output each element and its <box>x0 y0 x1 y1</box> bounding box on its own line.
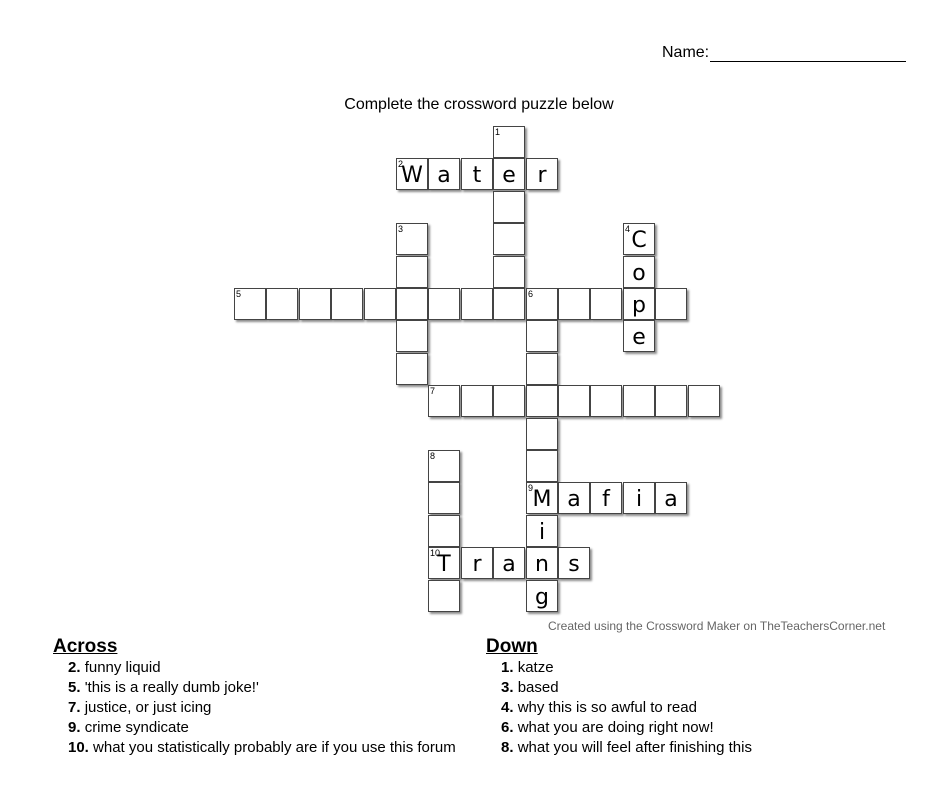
cell-letter: M <box>532 487 552 512</box>
grid-cell[interactable] <box>526 547 558 579</box>
grid-cell[interactable] <box>396 158 428 190</box>
grid-cell[interactable] <box>558 482 590 514</box>
across-clue-list <box>53 658 473 758</box>
across-clue <box>53 658 473 678</box>
grid-cell[interactable] <box>493 547 525 579</box>
grid-cell[interactable] <box>428 450 460 482</box>
cell-letter: e <box>502 163 516 188</box>
cell-number: 1 <box>495 127 501 137</box>
cell-number: 8 <box>430 451 436 461</box>
clue-text: 'this is a really dumb joke!' <box>84 679 259 696</box>
grid-cell[interactable] <box>623 482 655 514</box>
cell-letter: n <box>535 552 549 577</box>
grid-cell[interactable] <box>655 385 687 417</box>
clue-text: based <box>517 679 559 696</box>
down-clue <box>486 658 906 678</box>
clue-text: funny liquid <box>84 659 161 676</box>
grid-cell[interactable] <box>266 288 298 320</box>
grid-cell[interactable] <box>526 288 558 320</box>
grid-cell[interactable] <box>364 288 396 320</box>
cell-letter: t <box>472 163 482 188</box>
grid-cell[interactable] <box>623 256 655 288</box>
grid-cell[interactable] <box>428 158 460 190</box>
grid-cell[interactable] <box>526 353 558 385</box>
grid-cell[interactable] <box>234 288 266 320</box>
cell-number: 9 <box>528 483 534 493</box>
grid-cell[interactable] <box>493 126 525 158</box>
grid-cell[interactable] <box>428 547 460 579</box>
grid-cell[interactable] <box>526 320 558 352</box>
clue-number: 2. <box>68 659 81 676</box>
cell-letter: s <box>568 552 580 577</box>
grid-cell[interactable] <box>428 482 460 514</box>
cell-letter: i <box>635 487 643 512</box>
cell-letter: p <box>632 293 646 318</box>
grid-cell[interactable] <box>655 288 687 320</box>
grid-cell[interactable] <box>526 158 558 190</box>
cell-number: 10 <box>430 548 441 558</box>
grid-cell[interactable] <box>428 515 460 547</box>
clue-number: 4. <box>501 699 514 716</box>
clue-text: what you statistically probably are if you use this forum <box>93 739 456 756</box>
grid-cell[interactable] <box>590 385 622 417</box>
grid-cell[interactable] <box>396 223 428 255</box>
grid-cell[interactable] <box>493 223 525 255</box>
across-clue <box>53 698 473 718</box>
cell-letter: r <box>472 552 482 577</box>
grid-cell[interactable] <box>461 547 493 579</box>
grid-cell[interactable] <box>526 515 558 547</box>
clue-number: 3. <box>501 679 514 696</box>
down-clue <box>486 698 906 718</box>
grid-cell[interactable] <box>526 418 558 450</box>
grid-cell[interactable] <box>688 385 720 417</box>
credit-line: Created using the Crossword Maker on TheTeachersCorner.net <box>548 619 886 633</box>
across-clue <box>53 738 473 758</box>
grid-cell[interactable] <box>396 320 428 352</box>
cell-number: 4 <box>625 224 631 234</box>
grid-cell[interactable] <box>590 482 622 514</box>
instructions: Complete the crossword puzzle below <box>344 96 614 113</box>
clue-text: katze <box>517 659 554 676</box>
across-heading: Across <box>53 636 118 657</box>
grid-cell[interactable] <box>331 288 363 320</box>
cell-letter: e <box>632 325 646 350</box>
grid-cell[interactable] <box>493 385 525 417</box>
grid-cell[interactable] <box>493 288 525 320</box>
grid-cell[interactable] <box>461 158 493 190</box>
grid-cell[interactable] <box>493 256 525 288</box>
clue-number: 9. <box>68 719 81 736</box>
grid-cell[interactable] <box>428 580 460 612</box>
grid-cell[interactable] <box>493 158 525 190</box>
grid-cell[interactable] <box>461 288 493 320</box>
grid-cell[interactable] <box>590 288 622 320</box>
cell-number: 2 <box>398 159 404 169</box>
cell-number: 7 <box>430 386 436 396</box>
across-clue <box>53 718 473 738</box>
clue-text: crime syndicate <box>84 719 189 736</box>
grid-cell[interactable] <box>558 547 590 579</box>
grid-cell[interactable] <box>623 320 655 352</box>
clue-number: 8. <box>501 739 514 756</box>
down-heading: Down <box>486 636 538 657</box>
across-clues <box>53 636 473 758</box>
grid-cell[interactable] <box>461 385 493 417</box>
cell-number: 6 <box>528 289 534 299</box>
grid-cell[interactable] <box>623 288 655 320</box>
down-clues <box>486 636 906 758</box>
cell-letter: a <box>502 552 516 577</box>
grid-cell[interactable] <box>623 223 655 255</box>
down-clue <box>486 678 906 698</box>
down-clue-list <box>486 658 906 758</box>
clue-number: 7. <box>68 699 81 716</box>
grid-cell[interactable] <box>396 256 428 288</box>
down-clue <box>486 718 906 738</box>
across-clue <box>53 678 473 698</box>
cell-letter: f <box>602 487 610 512</box>
cell-letter: a <box>437 163 451 188</box>
grid-cell[interactable] <box>655 482 687 514</box>
clue-text: why this is so awful to read <box>517 699 697 716</box>
grid-cell[interactable] <box>428 288 460 320</box>
grid-cell[interactable] <box>396 353 428 385</box>
grid-cell[interactable] <box>526 450 558 482</box>
cell-number: 3 <box>398 224 404 234</box>
grid-cell[interactable] <box>558 385 590 417</box>
grid-cell[interactable] <box>299 288 331 320</box>
clue-text: justice, or just icing <box>84 699 212 716</box>
grid-cell[interactable] <box>558 288 590 320</box>
cell-letter: T <box>437 552 451 577</box>
cell-letter: o <box>632 261 646 286</box>
cell-letter: g <box>535 585 549 610</box>
grid-cell[interactable] <box>396 288 428 320</box>
grid-cell[interactable] <box>623 385 655 417</box>
grid-cell[interactable] <box>526 482 558 514</box>
cell-letter: C <box>631 228 647 253</box>
clue-text: what you are doing right now! <box>517 719 714 736</box>
cell-letter: W <box>401 163 423 188</box>
clue-text: what you will feel after finishing this <box>517 739 752 756</box>
grid-cell[interactable] <box>428 385 460 417</box>
cell-letter: i <box>538 520 546 545</box>
clue-number: 5. <box>68 679 81 696</box>
down-clue <box>486 738 906 758</box>
cell-number: 5 <box>236 289 242 299</box>
cell-letter: a <box>664 487 678 512</box>
cell-letter: r <box>537 163 547 188</box>
grid-cell[interactable] <box>526 385 558 417</box>
name-label: Name: <box>662 44 710 61</box>
clue-number: 10. <box>68 739 89 756</box>
clue-number: 1. <box>501 659 514 676</box>
cell-letter: a <box>567 487 581 512</box>
grid-cell[interactable] <box>493 191 525 223</box>
clue-number: 6. <box>501 719 514 736</box>
grid-cell[interactable] <box>526 580 558 612</box>
